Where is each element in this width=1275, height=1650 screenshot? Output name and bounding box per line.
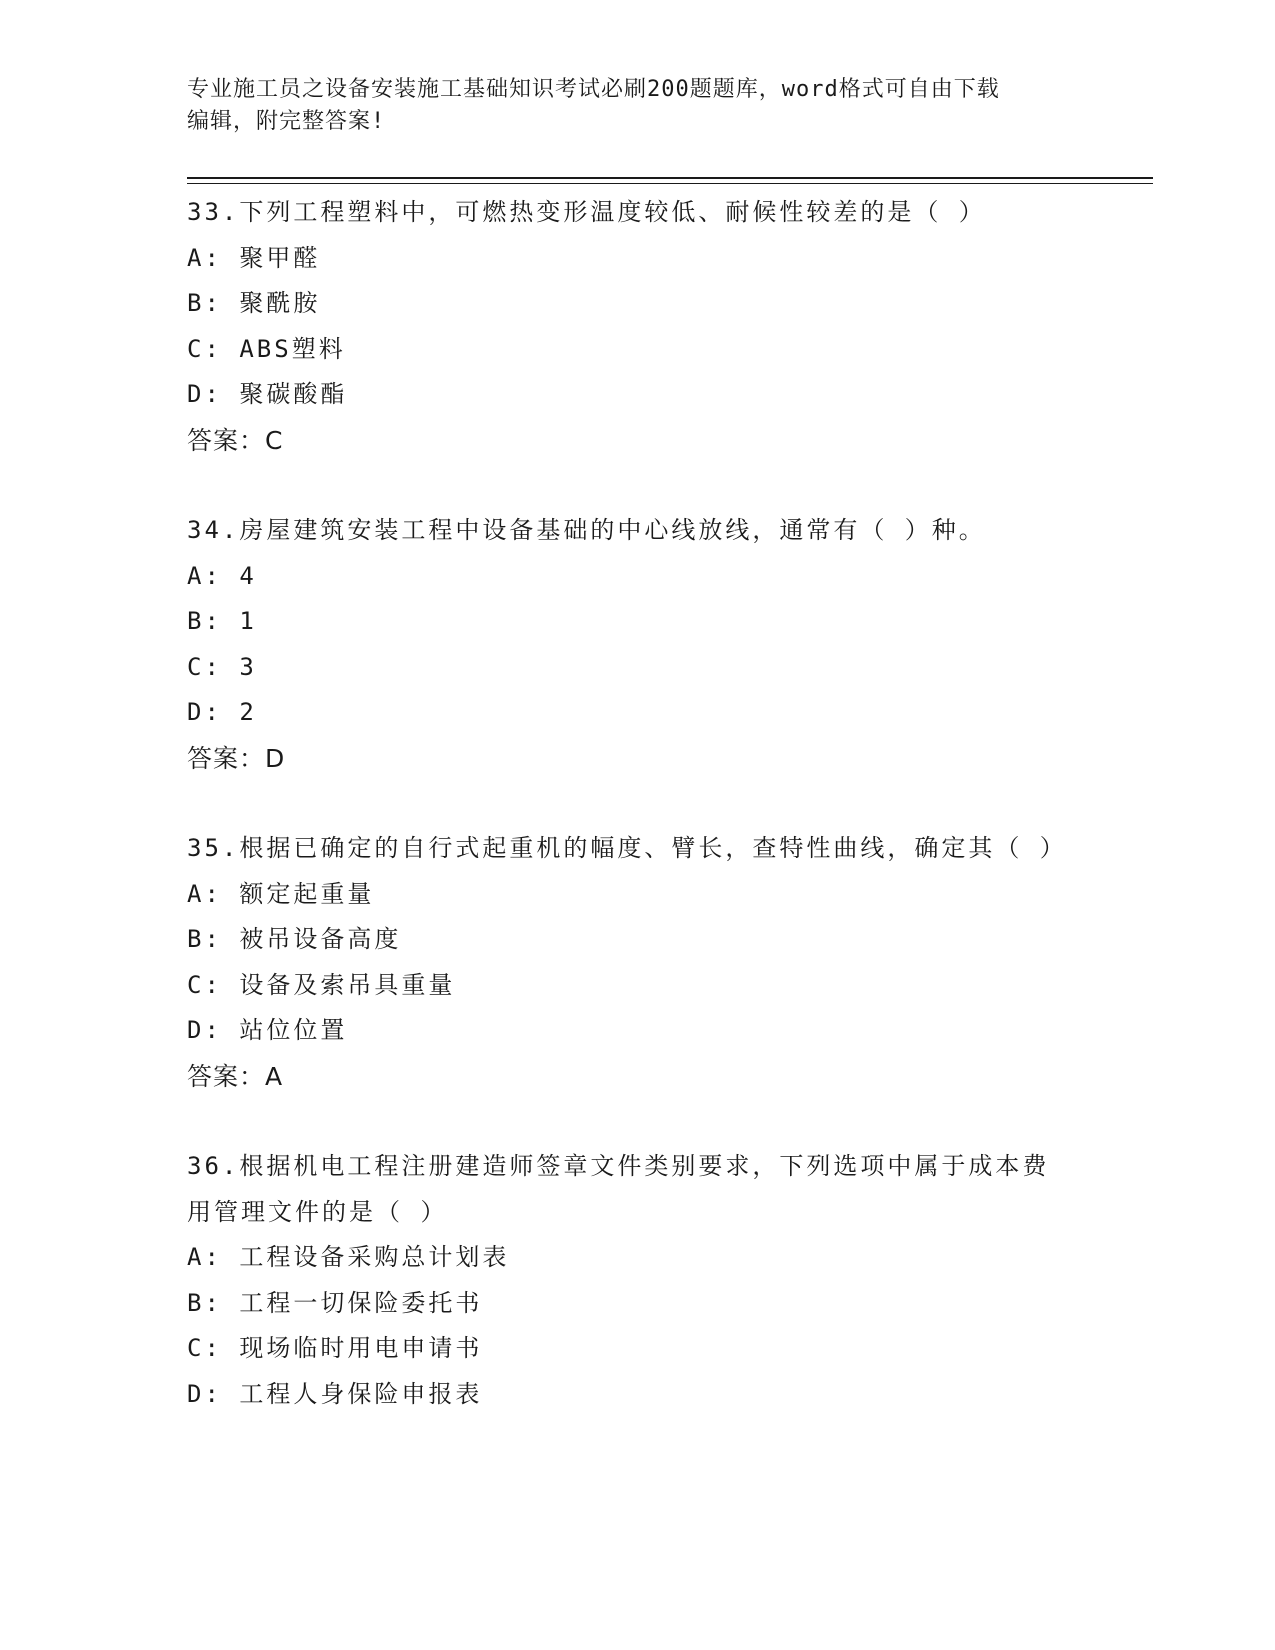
question-stem: 33.下列工程塑料中，可燃热变形温度较低、耐候性较差的是（ ）: [187, 198, 986, 226]
question-list: [187, 190, 1087, 1462]
answer-text: 答案：C: [187, 425, 284, 455]
question-33: [187, 190, 1087, 463]
question-stem: 34.房屋建筑安装工程中设备基础的中心线放线，通常有（ ）种。: [187, 516, 986, 544]
option-c: C: 3: [187, 652, 257, 681]
option-a: A: 聚甲醛: [187, 243, 321, 272]
document-header: [187, 74, 1067, 138]
option-a: A: 4: [187, 561, 257, 590]
option-b: B: 1: [187, 607, 257, 635]
header-line-1: 专业施工员之设备安装施工基础知识考试必刷200题题库，word格式可自由下载: [187, 77, 1000, 102]
answer-text: 答案：A: [187, 1061, 284, 1091]
option-a: A: 额定起重量: [187, 879, 375, 908]
option-b: B: 被吊设备高度: [187, 925, 402, 953]
option-a: A: 工程设备采购总计划表: [187, 1243, 510, 1271]
question-stem: 35.根据已确定的自行式起重机的幅度、臂长，查特性曲线，确定其（ ）: [187, 834, 1067, 862]
option-c: C: 设备及索吊具重量: [187, 970, 456, 999]
header-line-2: 编辑，附完整答案!: [187, 109, 386, 134]
answer-text: 答案：D: [187, 743, 286, 773]
option-d: D: 站位位置: [187, 1016, 348, 1044]
question-stem: 36.根据机电工程注册建造师签章文件类别要求，下列选项中属于成本费用管理文件的是（ ）: [187, 1152, 1050, 1226]
question-36: [187, 1144, 1087, 1417]
header-divider-bottom: [187, 183, 1153, 184]
question-34: [187, 508, 1087, 781]
option-c: C: 现场临时用电申请书: [187, 1334, 483, 1362]
option-d: D: 工程人身保险申报表: [187, 1379, 483, 1408]
option-b: B: 工程一切保险委托书: [187, 1288, 483, 1317]
option-b: B: 聚酰胺: [187, 289, 321, 317]
option-d: D: 聚碳酸酯: [187, 380, 348, 408]
option-d: D: 2: [187, 698, 257, 726]
header-divider-top: [187, 177, 1153, 179]
option-c: C: ABS塑料: [187, 334, 346, 363]
question-35: [187, 826, 1087, 1099]
